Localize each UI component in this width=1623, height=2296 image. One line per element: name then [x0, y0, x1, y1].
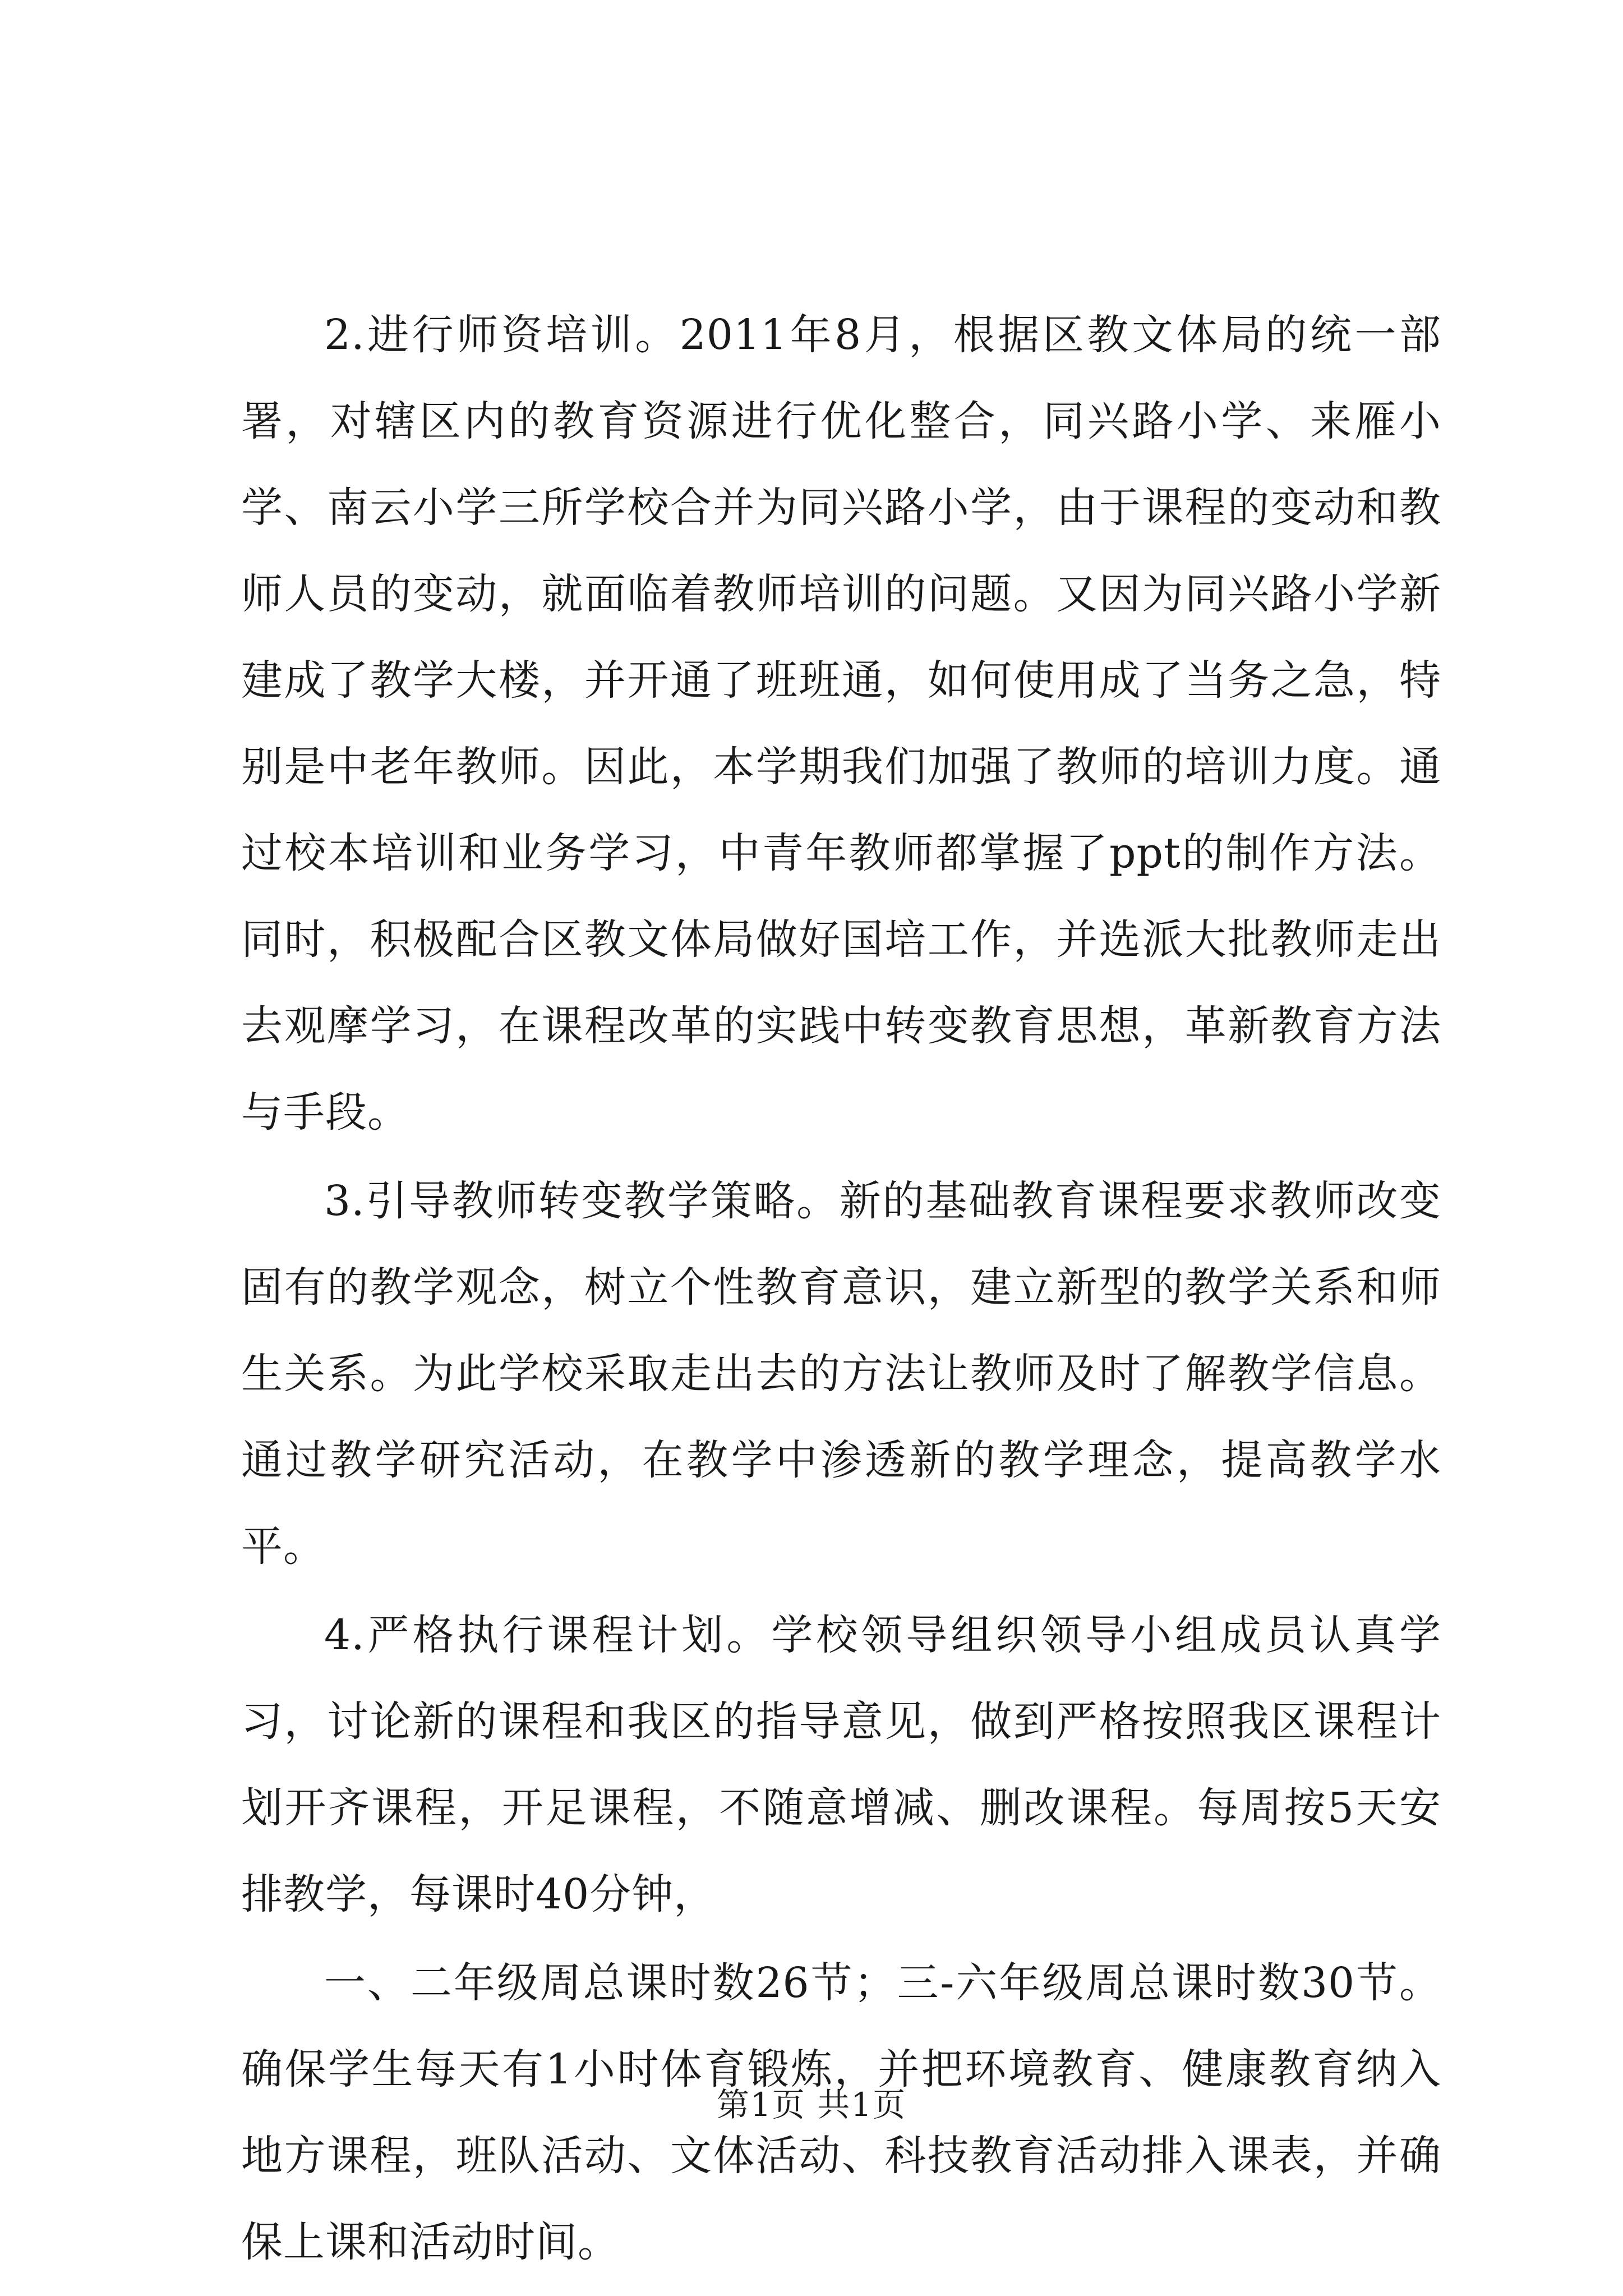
paragraph-teaching-strategy: 3.引导教师转变教学策略。新的基础教育课程要求教师改变固有的教学观念，树立个性教育意识，建立新型的教学关系和师生关系。为此学校采取走出去的方法让教师及时了解教学信息。通过教学研究活动，在教学中渗透新的教学理念，提高教学水平。: [241, 1177, 1441, 1571]
page-number-footer: 第1页 共1页: [716, 2086, 907, 2124]
paragraph-teacher-training: 2.进行师资培训。2011年8月，根据区教文体局的统一部署，对辖区内的教育资源进行优化整合，同兴路小学、来雁小学、南云小学三所学校合并为同兴路小学，由于课程的变动和教师人员的变动，就面临着教师培训的问题。又因为同兴路小学新建成了教学大楼，并开通了班班通，如何使用成了当务之急，特别是中老年教师。因此，本学期我们加强了教师的培训力度。通过校本培训和业务学习，中青年教师都掌握了ppt的制作方法。同时，积极配合区教文体局做好国培工作，并选派大批教师走出去观摩学习，在课程改革的实践中转变教育思想，革新教育方法与手段。: [241, 311, 1441, 1137]
paragraph-curriculum-plan: 4.严格执行课程计划。学校领导组织领导小组成员认真学习，讨论新的课程和我区的指导意见，做到严格按照我区课程计划开齐课程，开足课程，不随意增减、删改课程。每周按5天安排教学，每课时40分钟，: [241, 1611, 1441, 1918]
paragraph-class-hours: 一、二年级周总课时数26节；三-六年级周总课时数30节。确保学生每天有1小时体育锻炼，并把环境教育、健康教育纳入地方课程，班队活动、文体活动、科技教育活动排入课表，并确保上课和活动时间。: [241, 1959, 1441, 2266]
document-body: [241, 292, 1441, 2288]
